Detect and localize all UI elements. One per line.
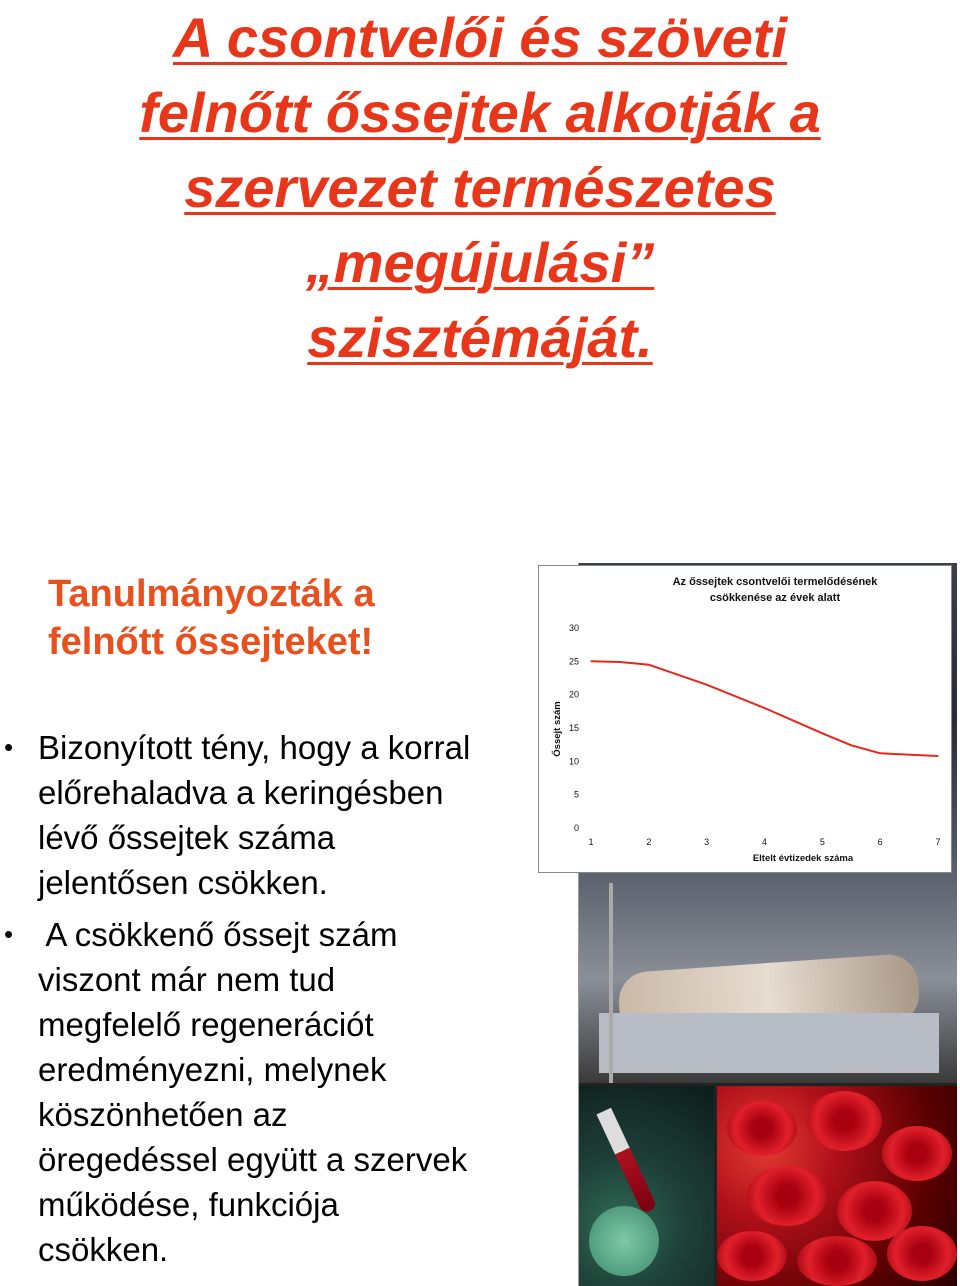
blood-sample-photo xyxy=(579,1086,714,1286)
bullet-item xyxy=(0,725,560,905)
test-tube xyxy=(597,1108,658,1214)
data-point xyxy=(880,753,881,754)
heading-line: Tanulmányozták a xyxy=(48,573,375,615)
bullet-item xyxy=(0,912,560,1272)
red-blood-cell xyxy=(727,1101,797,1156)
x-tick-label: 6 xyxy=(877,837,883,847)
data-point xyxy=(851,745,852,746)
y-tick-labels xyxy=(569,623,579,833)
x-tick-labels xyxy=(588,837,940,847)
x-tick-label: 3 xyxy=(704,837,710,847)
chart-title-line: Az őssejtek csontvelői termelődésének xyxy=(672,576,878,588)
y-tick-label: 20 xyxy=(568,689,579,700)
data-point xyxy=(619,661,620,662)
y-tick-label: 10 xyxy=(568,756,579,767)
data-point xyxy=(648,664,649,665)
data-point xyxy=(822,733,823,734)
data-point xyxy=(706,684,707,685)
red-blood-cell xyxy=(747,1166,827,1226)
bed-sheet xyxy=(599,1013,939,1073)
bullet-line: megfelelő regenerációt xyxy=(38,1006,374,1043)
title-line: szisztémáját. xyxy=(307,306,653,369)
title-line: „megújulási” xyxy=(305,231,655,294)
title-line: felnőtt őssejtek alkotják a xyxy=(139,81,821,144)
bullet-line: köszönhetően az xyxy=(38,1096,288,1133)
data-point xyxy=(937,755,938,756)
title-line: A csontvelői és szöveti xyxy=(172,6,788,69)
x-axis-label: Eltelt évtizedek száma xyxy=(752,853,854,864)
bullet-line: A csökkenő őssejt szám xyxy=(38,916,398,953)
x-tick-label: 2 xyxy=(646,837,652,847)
title-line: szervezet természetes xyxy=(184,156,776,219)
iv-pole xyxy=(609,883,613,1083)
x-tick-label: 4 xyxy=(761,837,768,847)
red-blood-cell xyxy=(887,1226,957,1281)
y-tick-label: 25 xyxy=(568,656,579,667)
bullet-dot-icon: • xyxy=(4,919,14,949)
bullet-dot-icon: • xyxy=(4,732,14,762)
red-blood-cell xyxy=(882,1126,952,1181)
y-tick-label: 0 xyxy=(573,823,579,833)
data-point xyxy=(764,707,765,708)
y-tick-label: 15 xyxy=(568,723,579,733)
bullet-line: jelentősen csökken. xyxy=(38,864,328,901)
x-tick-label: 7 xyxy=(935,837,941,847)
bullet-line: előrehaladva a keringésben xyxy=(38,774,444,811)
bullet-list xyxy=(0,725,560,1279)
chart-canvas xyxy=(539,566,951,872)
bullet-line: lévő őssejtek száma xyxy=(38,819,336,856)
bullet-line: csökken. xyxy=(38,1231,169,1268)
stem-cell-decline-chart xyxy=(538,565,952,873)
y-axis-label: Őssejt szám xyxy=(552,701,563,757)
bullet-line: Bizonyított tény, hogy a korral xyxy=(38,729,471,766)
bullet-line: működése, funkciója xyxy=(38,1186,339,1223)
y-tick-label: 30 xyxy=(568,623,579,633)
petri-dish xyxy=(589,1206,659,1276)
x-tick-label: 1 xyxy=(588,837,594,847)
series-line xyxy=(591,661,938,756)
bullet-line: öregedéssel együtt a szervek xyxy=(38,1141,468,1178)
heading-line: felnőtt őssejteket! xyxy=(48,621,374,663)
bullet-line: viszont már nem tud xyxy=(38,961,336,998)
bullet-line: eredményezni, melynek xyxy=(38,1051,387,1088)
red-blood-cells-photo xyxy=(717,1086,957,1286)
data-point xyxy=(590,661,591,662)
red-blood-cell xyxy=(797,1236,877,1286)
page-title xyxy=(40,0,920,375)
red-blood-cell xyxy=(717,1231,787,1281)
red-blood-cell xyxy=(807,1091,882,1151)
chart-title-line: csökkenése az évek alatt xyxy=(709,592,841,604)
data-series xyxy=(590,661,938,757)
section-heading xyxy=(48,570,375,666)
x-tick-label: 5 xyxy=(819,837,825,847)
y-tick-label: 5 xyxy=(573,789,579,800)
